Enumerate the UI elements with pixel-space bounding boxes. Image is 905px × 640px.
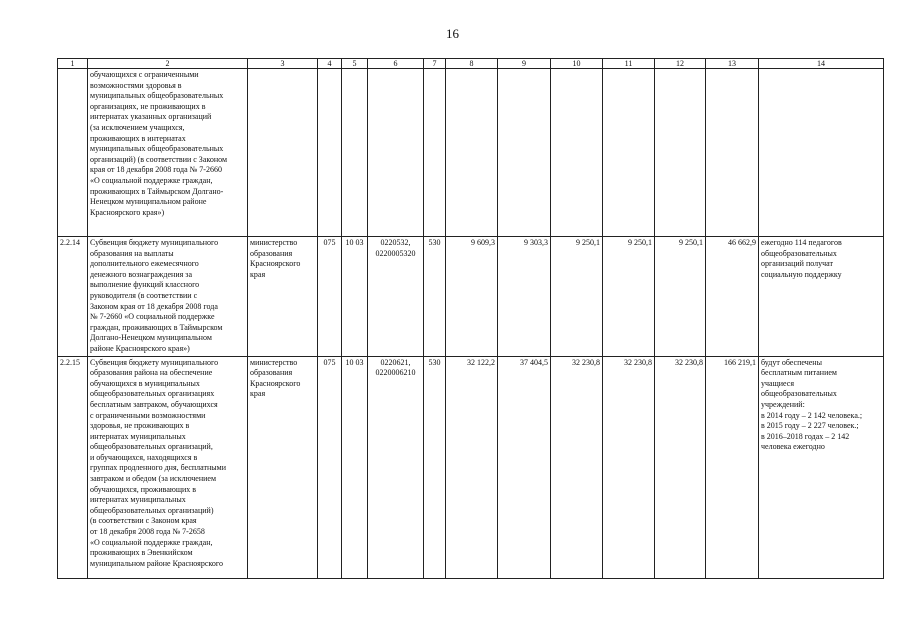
column-header: 2	[88, 59, 248, 69]
table-row	[58, 356, 884, 578]
item-2018	[655, 69, 706, 237]
column-header: 12	[655, 59, 706, 69]
item-executor	[248, 69, 318, 237]
item-vr	[424, 69, 446, 237]
table-row	[58, 69, 884, 237]
item-grbs: 075	[318, 356, 342, 578]
item-name: обучающихся с ограниченными возможностями здоровья в муниципальных общеобразовательных организациях, не проживающих в интернатах указанных организаций (за исключением учащихся, проживающих в интернатах муниципальных общеобразовательных организаций) (в соответствии с Законом края от 18 декабря 2008 года № 7-2660 «О социальной поддержке граждан, проживающих в Таймырском Долгано- Ненецком муниципальном районе Красноярского края»)	[88, 69, 248, 237]
item-total	[706, 69, 759, 237]
item-2016: 9 250,1	[551, 237, 603, 357]
item-result	[759, 69, 884, 237]
column-number-row	[58, 59, 884, 69]
column-header: 11	[603, 59, 655, 69]
column-header: 5	[342, 59, 368, 69]
item-total: 46 662,9	[706, 237, 759, 357]
column-header: 4	[318, 59, 342, 69]
item-vr: 530	[424, 237, 446, 357]
column-header: 1	[58, 59, 88, 69]
column-header: 14	[759, 59, 884, 69]
item-2018: 32 230,8	[655, 356, 706, 578]
item-number	[58, 69, 88, 237]
item-2017: 9 250,1	[603, 237, 655, 357]
column-header: 7	[424, 59, 446, 69]
budget-table	[57, 58, 884, 579]
column-header: 6	[368, 59, 424, 69]
column-header: 8	[446, 59, 498, 69]
table-row	[58, 237, 884, 357]
item-executor: министерство образования Красноярского края	[248, 237, 318, 357]
item-grbs	[318, 69, 342, 237]
item-2015	[498, 69, 551, 237]
item-2016: 32 230,8	[551, 356, 603, 578]
item-result: будут обеспечены бесплатным питанием учащиеся общеобразовательных учреждений: в 2014 году – 2 142 человека.; в 2015 году – 2 227 человек.; в 2016–2018 годах – 2 142 человека ежегодно	[759, 356, 884, 578]
item-2016	[551, 69, 603, 237]
item-name: Субвенция бюджету муниципального образования на выплаты дополнительного ежемесячного денежного вознаграждения за выполнение функций классного руководителя (в соответствии с Законом края от 18 декабря 2008 года № 7-2660 «О социальной поддержке граждан, проживающих в Таймырском Долгано-Ненецком муниципальном районе Красноярского края»)	[88, 237, 248, 357]
item-executor: министерство образования Красноярского края	[248, 356, 318, 578]
item-number: 2.2.14	[58, 237, 88, 357]
item-2018: 9 250,1	[655, 237, 706, 357]
item-2014: 9 609,3	[446, 237, 498, 357]
column-header: 10	[551, 59, 603, 69]
column-header: 13	[706, 59, 759, 69]
item-2017: 32 230,8	[603, 356, 655, 578]
column-header: 9	[498, 59, 551, 69]
item-2015: 9 303,3	[498, 237, 551, 357]
page-number: 16	[446, 26, 459, 41]
item-2017	[603, 69, 655, 237]
item-rzpr: 10 03	[342, 237, 368, 357]
item-2014	[446, 69, 498, 237]
item-total: 166 219,1	[706, 356, 759, 578]
item-csr: 0220532, 0220005320	[368, 237, 424, 357]
item-number: 2.2.15	[58, 356, 88, 578]
item-csr	[368, 69, 424, 237]
item-csr: 0220621, 0220006210	[368, 356, 424, 578]
item-rzpr: 10 03	[342, 356, 368, 578]
item-rzpr	[342, 69, 368, 237]
item-vr: 530	[424, 356, 446, 578]
item-2015: 37 404,5	[498, 356, 551, 578]
item-name: Субвенция бюджету муниципального образования района на обеспечение обучающихся в муниципальных общеобразовательных организациях бесплатным завтраком, обучающихся с ограниченными возможностями здоровья, не проживающих в интернатах муниципальных общеобразовательных организаций, и обучающихся, находящихся в группах продленного дня, бесплатными завтраком и обедом (за исключением обучающихся, проживающих в интернатах муниципальных общеобразовательных организаций) (в соответствии с Законом края от 18 декабря 2008 года № 7-2658 «О социальной поддержке граждан, проживающих в Эвенкийском муниципальном районе Красноярского	[88, 356, 248, 578]
column-header: 3	[248, 59, 318, 69]
item-grbs: 075	[318, 237, 342, 357]
item-result: ежегодно 114 педагогов общеобразовательных организаций получат социальную поддержку	[759, 237, 884, 357]
item-2014: 32 122,2	[446, 356, 498, 578]
